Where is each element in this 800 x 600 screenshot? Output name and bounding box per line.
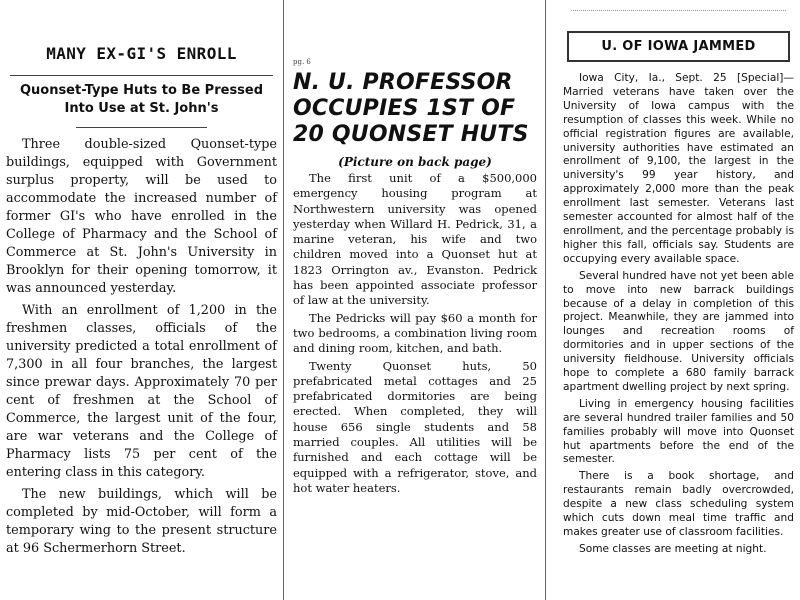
divider-rule <box>76 127 207 128</box>
paragraph: The Pedricks will pay $60 a month for two bedrooms, a combination living room and dining room, kitchen, and bath. <box>293 310 537 356</box>
photo-reference-note: (Picture on back page) <box>338 155 492 169</box>
article-body <box>293 171 537 496</box>
paragraph: The first unit of a $500,000 emergency housing program at Northwestern university was opened yesterday when Willard H. Pedrick, 31, a marine veteran, his wife and two children moved into a Quonset hut at 1823 Orrington av., Evanston. Pedrick has been appointed associate professor of law at the university. <box>293 171 537 308</box>
article-body <box>6 136 277 558</box>
column-divider <box>545 0 546 600</box>
divider-rule <box>10 75 273 76</box>
headline: MANY EX-GI'S ENROLL <box>46 44 237 63</box>
paragraph: Iowa City, Ia., Sept. 25 [Special]—Married veterans have taken over the University of Iowa campus with the resumption of classes this week. While no official registration figures are available, university authorities have estimated an enrollment of 9,100, the largest in the university's 99 year history, and approximately 2,000 more than the peak enrollment last semester. Veterans last semester accounted for almost half of the enrollment, and the percentage probably is higher this fall, officials say. Students are occupying every available space. <box>563 72 794 265</box>
column-divider <box>283 0 284 600</box>
paragraph: With an enrollment of 1,200 in the freshmen classes, officials of the university predicted a total enrollment of 7,300 in all four branches, the largest since prewar days. Approximately 70 per cent of freshmen at the School of Commerce, the largest unit of the four, are war veterans and the College of Pharmacy lists 75 per cent of the entering class in this category. <box>6 303 277 480</box>
subheadline: Quonset-Type Huts to Be Pressed Into Use at St. John's <box>19 83 264 116</box>
paragraph: There is a book shortage, and restaurants remain badly overcrowded, despite a new class scheduling system which cuts down meal time traffic and makes greater use of classroom facilities. <box>563 470 794 538</box>
article-iowa <box>555 0 800 600</box>
page-number: pg. 6 <box>293 58 311 66</box>
paragraph: Three double-sized Quonset-type buildings, equipped with Government surplus property, will be used to accommodate the increased number of former GI's who have enrolled in the College of Pharmacy and the School of Commerce at St. John's University in Brooklyn for their opening tomorrow, it was announced yesterday. <box>6 137 277 296</box>
paragraph: Twenty Quonset huts, 50 prefabricated metal cottages and 25 prefabricated dormitories are being erected. When completed, they will house 656 single students and 58 married couples. All utilities will be furnished and each cottage will be equipped with a refrigerator, stove, and hot water heaters. <box>293 358 537 495</box>
headline: N. U. PROFESSOR OCCUPIES 1ST OF 20 QUONSET HUTS <box>293 70 529 147</box>
paragraph: The new buildings, which will be completed by mid-October, will form a temporary wing to the present structure at 96 Schermerhorn Street. <box>6 487 277 556</box>
headline: U. OF IOWA JAMMED <box>567 31 790 62</box>
paragraph: Several hundred have not yet been able to move into new barrack buildings because of a delay in completion of this project. Meanwhile, they are jammed into lounges and recreation rooms of dormitories and in upper sections of the university fieldhouse. University officials hope to complete a 680 family barrack apartment dwelling project by next spring. <box>563 269 794 393</box>
article-st-johns <box>0 0 283 600</box>
article-northwestern <box>288 0 542 600</box>
paragraph: Some classes are meeting at night. <box>579 542 767 555</box>
paragraph: Living in emergency housing facilities are several hundred trailer families and 50 families probably will move into Quonset hut apartments before the end of the semester. <box>563 397 794 466</box>
top-rule <box>571 10 786 23</box>
article-body <box>563 72 794 557</box>
